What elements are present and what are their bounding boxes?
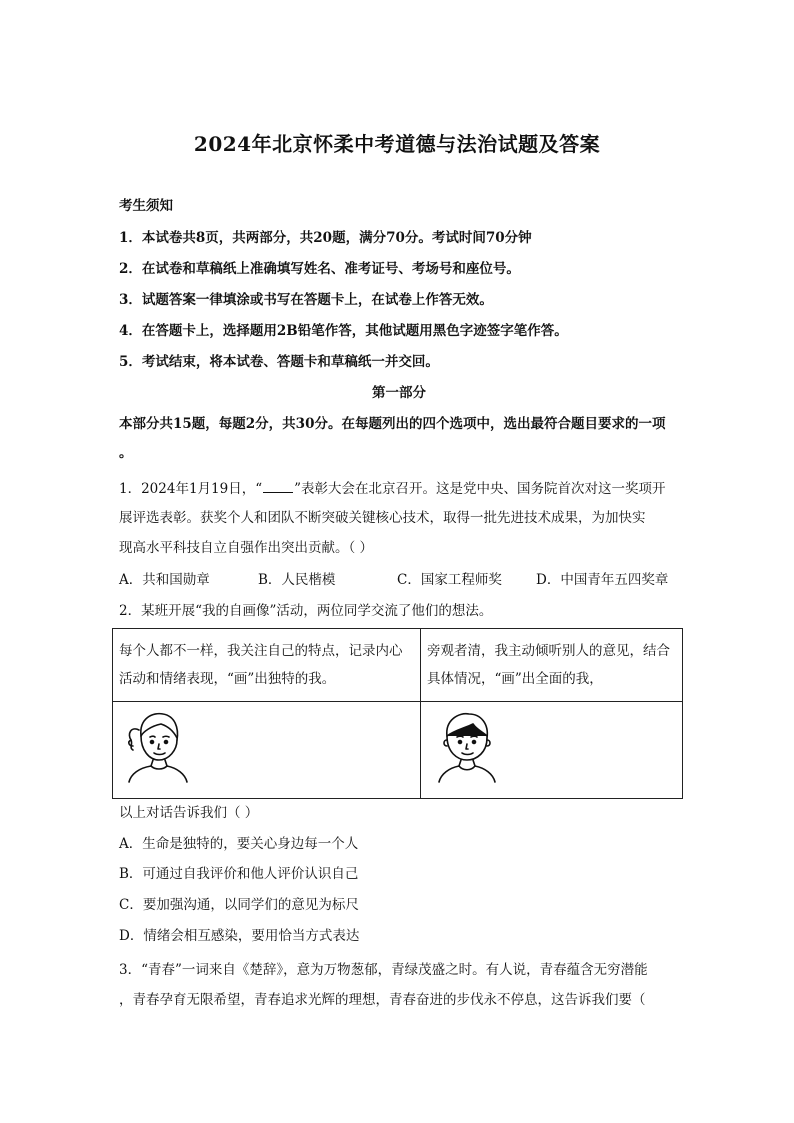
q1-text-a: 1．2024年1月19日，“ bbox=[119, 481, 263, 497]
boy-illustration bbox=[431, 706, 503, 784]
q1-line-1 bbox=[119, 478, 689, 499]
q1-option-d: D．中国青年五四奖章 bbox=[536, 572, 669, 588]
notice-heading: 考生须知 bbox=[119, 198, 173, 214]
girl-picture-cell bbox=[113, 702, 421, 799]
answer-blank bbox=[263, 478, 293, 493]
notice-item-5: 5．考试结束，将本试卷、答题卡和草稿纸一并交回。 bbox=[119, 354, 439, 370]
part-heading: 第一部分 bbox=[372, 385, 426, 401]
part-instruction: 本部分共15题，每题2分，共30分。在每题列出的四个选项中，选出最符合题目要求的一项 bbox=[119, 416, 666, 432]
q1-text-b: ”表彰大会在北京召开。这是党中央、国务院首次对这一奖项开 bbox=[294, 481, 666, 497]
part-instruction-end: 。 bbox=[119, 445, 133, 461]
q2-stem: 2．某班开展“我的自画像”活动，两位同学交流了他们的想法。 bbox=[119, 603, 493, 619]
page-title: 2024年北京怀柔中考道德与法治试题及答案 bbox=[193, 132, 601, 156]
notice-item-3: 3．试题答案一律填涂或书写在答题卡上，在试卷上作答无效。 bbox=[119, 292, 493, 308]
girl-illustration bbox=[121, 706, 193, 784]
q1-option-b: B．人民楷模 bbox=[258, 572, 336, 588]
q2-option-d: D．情绪会相互感染，要用恰当方式表达 bbox=[119, 928, 360, 944]
q1-line-3: 现高水平科技自立自强作出突出贡献。（ ） bbox=[119, 540, 374, 556]
dialogue-table bbox=[112, 628, 683, 799]
girl-speech: 每个人都不一样，我关注自己的特点，记录内心活动和情绪表现，“画”出独特的我。 bbox=[113, 629, 421, 702]
boy-picture-cell bbox=[421, 702, 683, 799]
q3-line-1: 3．“青春”一词来自《楚辞》，意为万物葱郁，青绿茂盛之时。有人说，青春蕴含无穷潜能 bbox=[119, 962, 648, 978]
boy-speech: 旁观者清，我主动倾听别人的意见，结合具体情况，“画”出全面的我， bbox=[421, 629, 683, 702]
q1-line-2: 展评选表彰。获奖个人和团队不断突破关键核心技术，取得一批先进技术成果，为加快实 bbox=[119, 510, 646, 526]
q2-option-b: B．可通过自我评价和他人评价认识自己 bbox=[119, 866, 359, 882]
q1-option-c: C．国家工程师奖 bbox=[397, 572, 502, 588]
q1-option-a: A．共和国勋章 bbox=[119, 572, 210, 588]
notice-item-1: 1．本试卷共8页，共两部分，共20题，满分70分。考试时间70分钟 bbox=[119, 230, 532, 246]
notice-item-4: 4．在答题卡上，选择题用2B铅笔作答，其他试题用黑色字迹签字笔作答。 bbox=[119, 323, 568, 339]
notice-item-2: 2．在试卷和草稿纸上准确填写姓名、准考证号、考场号和座位号。 bbox=[119, 261, 520, 277]
q2-question: 以上对话告诉我们（ ） bbox=[119, 805, 259, 821]
q2-option-c: C．要加强沟通，以同学们的意见为标尺 bbox=[119, 897, 359, 913]
q2-option-a: A．生命是独特的，要关心身边每一个人 bbox=[119, 836, 359, 852]
q3-line-2: ，青春孕育无限希望，青春追求光辉的理想，青春奋进的步伐永不停息，这告诉我们要（ bbox=[119, 992, 646, 1008]
